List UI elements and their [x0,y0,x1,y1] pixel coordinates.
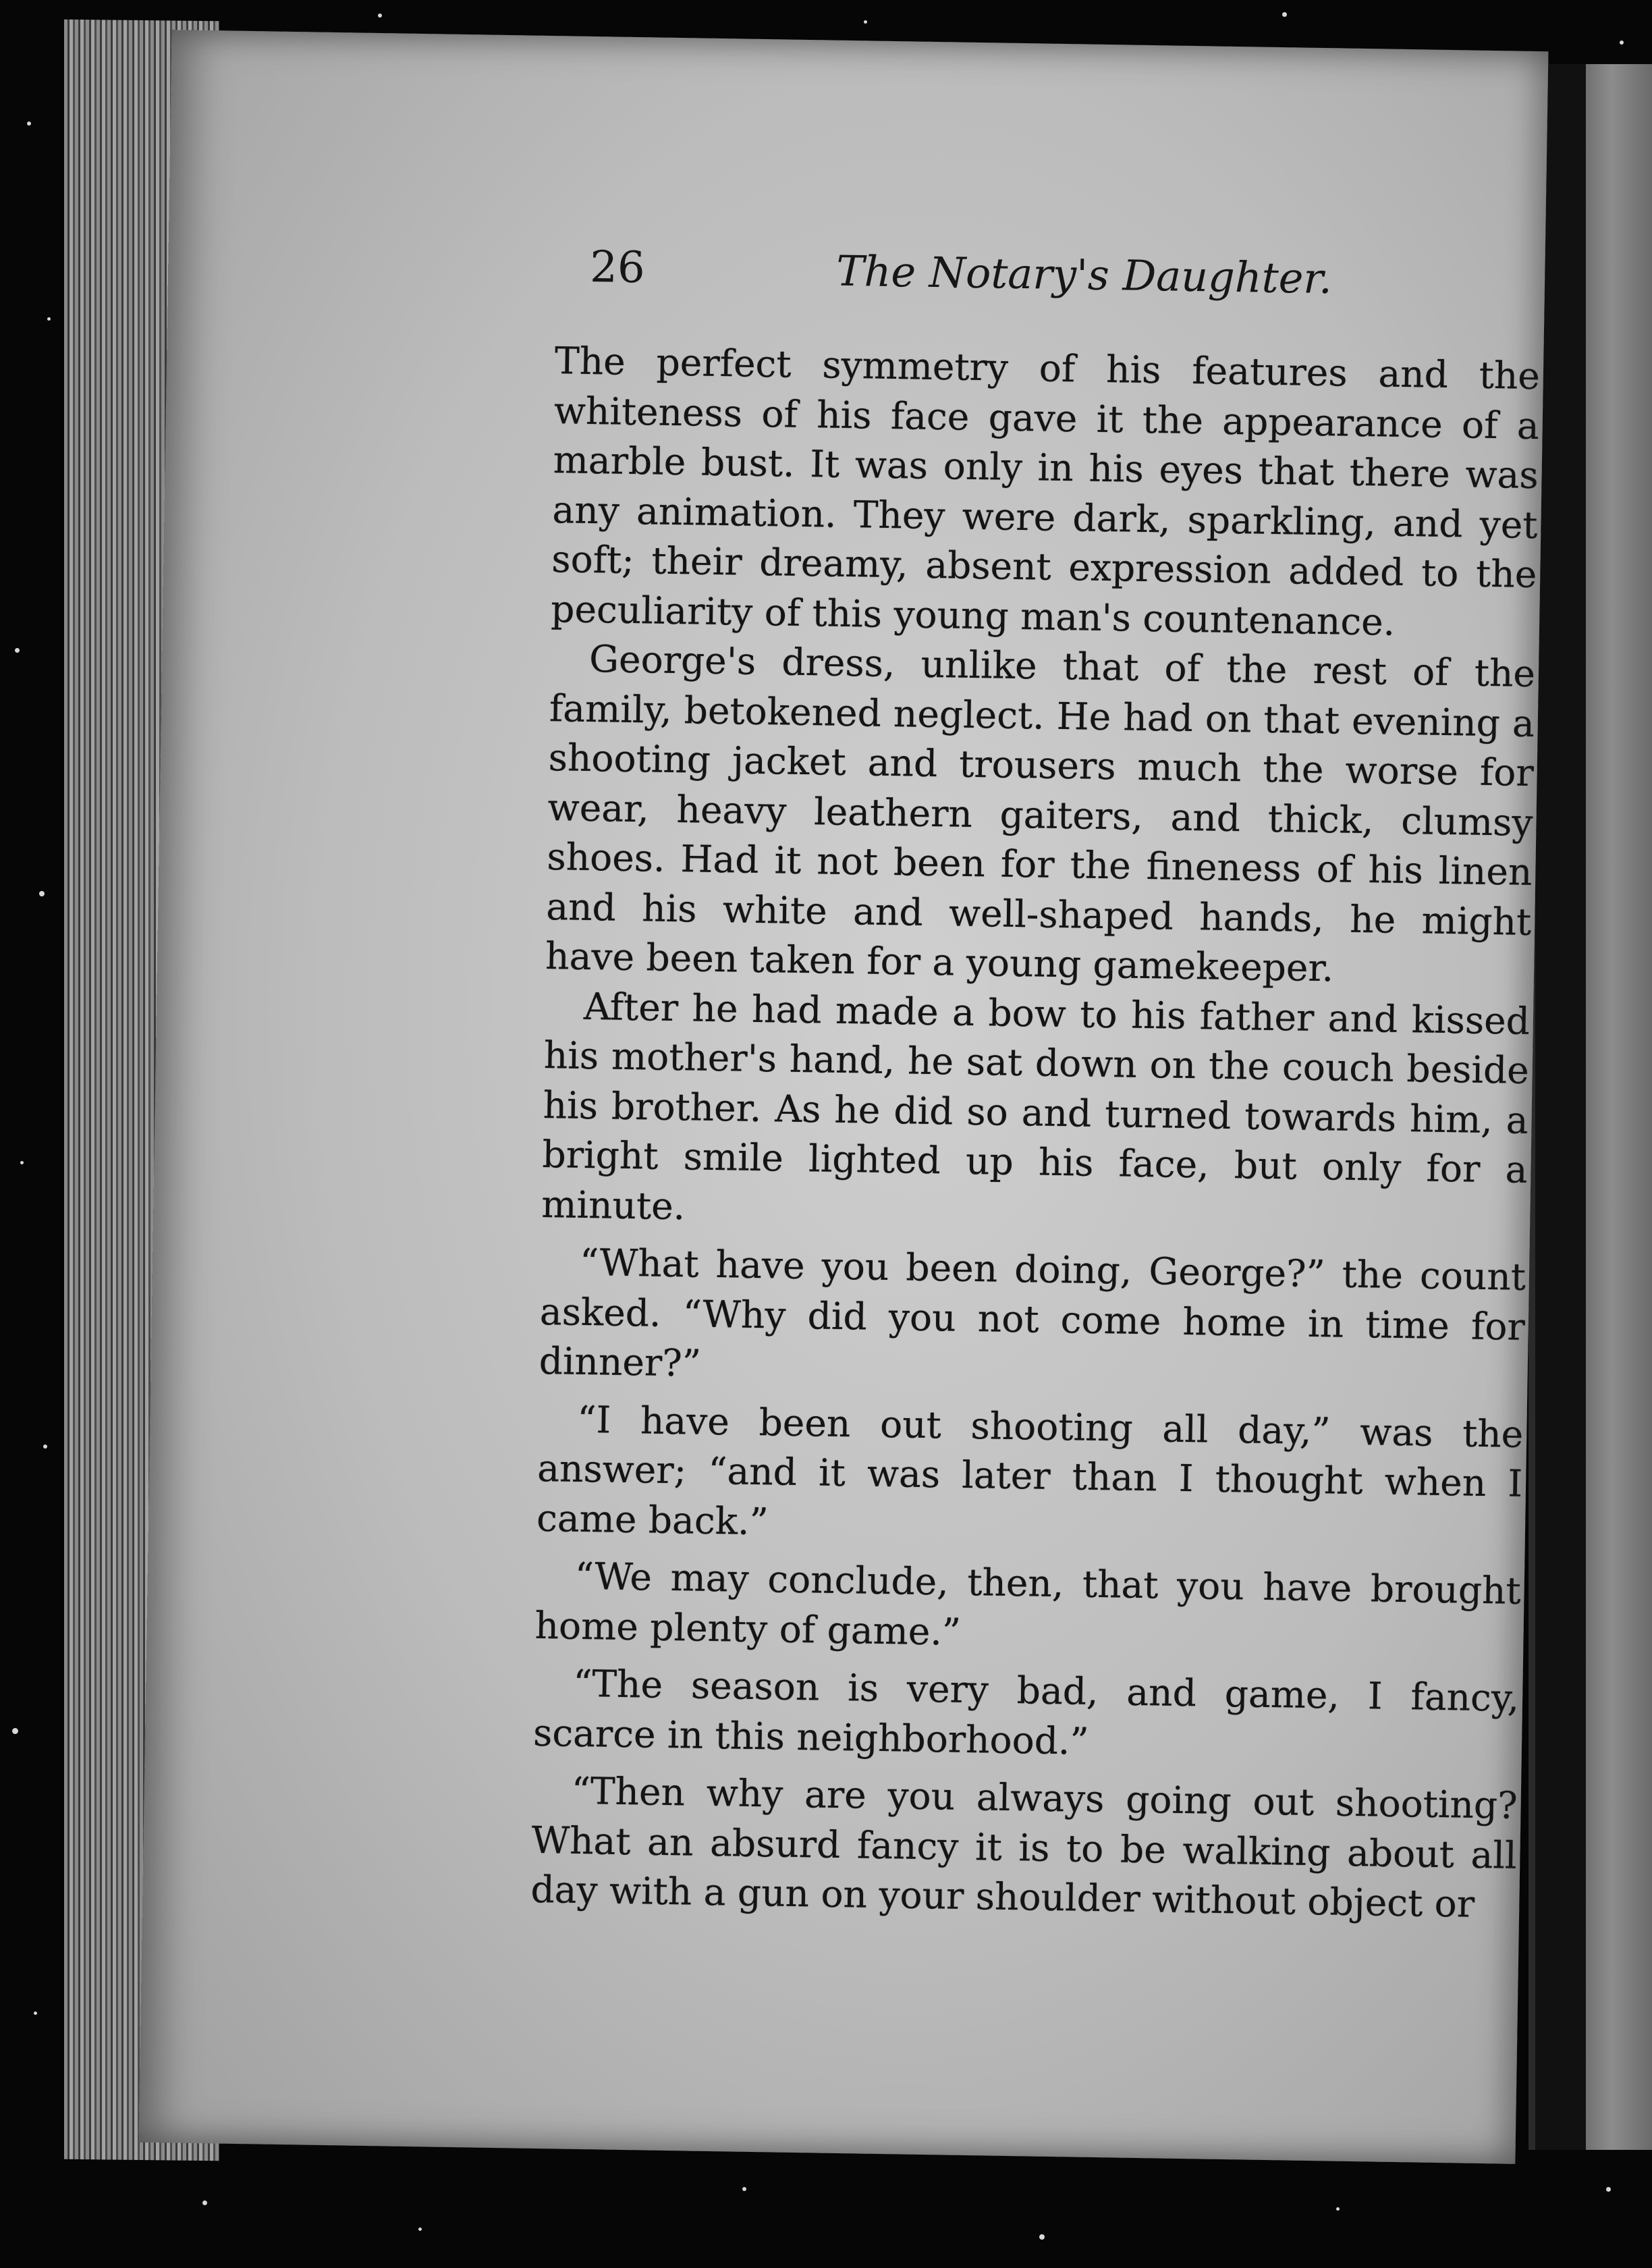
dialogue-paragraph: “I have been out shooting all day,” was the answer; “and it was later than I thought when I came back.” [536,1397,1524,1543]
paragraph: George's dress, unlike that of the rest of the family, betokened neglect. He had on that evening a shooting jacket and trousers much the worse for wear, heavy leathern gaiters, and thick, clumsy shoes. Had it not been for the fineness of his linen and his white and well-shaped hands, he might have been taken for a young gamekeeper. [545,637,1536,990]
scan-speckle [15,648,20,653]
paragraph: The perfect symmetry of his features and the whiteness of his face gave it the appearance of a marble bust. It was only in his eyes that there was any animation. They were dark, sparkling, and yet soft; their dreamy, absent expression added to the peculiarity of this young man's countenance. [550,339,1541,644]
page-number: 26 [589,242,646,294]
scan-speckle [12,1728,18,1734]
scan-speckle [1620,40,1624,45]
scan-speckle [47,317,51,321]
dialogue-paragraph: “What have you been doing, George?” the count asked. “Why did you not come home in time for dinner?” [539,1240,1526,1385]
scan-speckle [34,2012,37,2015]
scan-speckle [418,2228,422,2231]
page-header [431,202,1333,311]
scan-speckle [39,891,45,896]
book-page [139,30,1549,2164]
scan-speckle [1606,2187,1611,2192]
dialogue-paragraph: “We may conclude, then, that you have brought home plenty of game.” [534,1554,1522,1654]
running-title: The Notary's Daughter. [835,246,1333,304]
scan-speckle [1336,2207,1340,2211]
scan-speckle [864,20,867,24]
scan-speckle [378,14,382,18]
scan-speckle [27,122,31,126]
scan-speckle [202,2200,207,2205]
scan-speckle [742,2187,746,2191]
facing-page-edge [1585,64,1652,2150]
scan-speckle [43,1444,47,1449]
dialogue-paragraph: “Then why are you always going out shooting? What an absurd fancy it is to be walking about all day with a gun on your shoulder without object or [530,1769,1518,1926]
scan-speckle [1039,2234,1045,2240]
paragraph: After he had made a bow to his father and kissed his mother's hand, he sat down on the couch beside his brother. As he did so and turned towards him, a bright smile lighted up his face, but only for a minute. [541,984,1531,1228]
body-text [530,336,1541,1930]
scan-speckle [20,1161,24,1164]
scan-speckle [1282,12,1287,17]
dialogue-paragraph: “The season is very bad, and game, I fancy, scarce in this neighborhood.” [532,1661,1520,1763]
